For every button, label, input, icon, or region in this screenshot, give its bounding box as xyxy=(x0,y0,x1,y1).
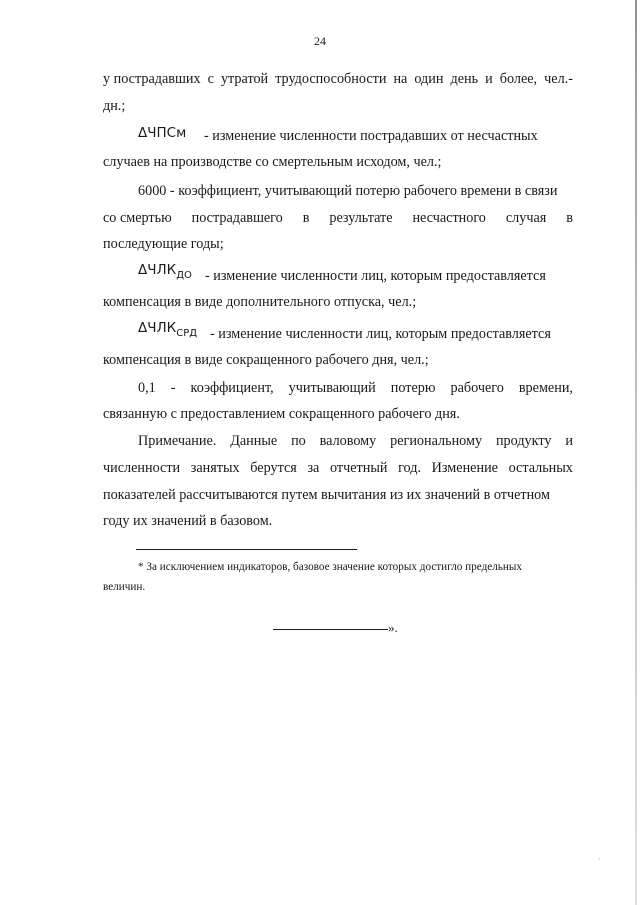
note-line-b-word: остальных xyxy=(508,460,573,476)
body-line-1-word: с xyxy=(207,71,214,87)
note-line-b xyxy=(103,460,573,476)
body-line-1-word: более, xyxy=(499,71,538,87)
k6000-line-c: последующие годы; xyxy=(103,236,224,252)
note-line-c: показателей рассчитываются путем вычитания из их значений в отчетном xyxy=(103,487,550,503)
body-line-1-word: трудоспособности xyxy=(275,71,387,87)
chlk-do-definition-line-a: - изменение численности лиц, которым предоставляется xyxy=(205,268,546,284)
chlk-srd-definition-line-b: компенсация в виде сокращенного рабочего дня, чел.; xyxy=(103,352,429,368)
scan-speck: · xyxy=(598,855,601,864)
k6000-line-b-word: случая xyxy=(505,210,547,226)
formula-symbol-chps xyxy=(138,125,186,141)
body-line-1-word: у пострадавших xyxy=(103,71,201,87)
note-line-a xyxy=(138,433,573,449)
note-line-b-word: занятых xyxy=(190,460,240,476)
symbol-delta-chlk: ΔЧЛК xyxy=(138,262,177,278)
note-line-a-word: региональному xyxy=(390,433,483,449)
k6000-line-b-word: пострадавшего xyxy=(191,210,283,226)
note-line-b-word: Изменение xyxy=(431,460,498,476)
body-line-1-word: на xyxy=(393,71,408,87)
k6000-line-b-word: в xyxy=(566,210,573,226)
symbol-delta-chlk: ΔЧЛК xyxy=(138,320,177,336)
note-line-b-word: год. xyxy=(398,460,422,476)
k01-line-b: связанную с предоставлением сокращенного рабочего дня. xyxy=(103,406,460,422)
body-line-1-word: чел.- xyxy=(544,71,573,87)
scan-edge-shadow xyxy=(635,0,637,905)
body-line-1-word: день xyxy=(450,71,479,87)
k01-line-a-word: потерю xyxy=(390,380,436,396)
k01-line-a-word: учитывающий xyxy=(288,380,376,396)
k6000-line-b-word: результате xyxy=(329,210,393,226)
formula-symbol-chlk-srd xyxy=(138,320,197,342)
closing-blank-line xyxy=(273,629,388,630)
chlk-srd-definition-line-a: - изменение численности лиц, которым предоставляется xyxy=(210,326,551,342)
k01-line-a-word: - xyxy=(170,380,176,396)
k6000-line-b-word: в xyxy=(302,210,310,226)
k01-line-a xyxy=(138,380,573,396)
body-line-1 xyxy=(103,71,573,87)
body-line-1-word: утратой xyxy=(220,71,269,87)
note-line-b-word: берутся xyxy=(250,460,297,476)
k6000-line-a: 6000 - коэффициент, учитывающий потерю рабочего времени в связи xyxy=(138,183,558,199)
body-line-1-word: один xyxy=(414,71,444,87)
k01-line-a-word: коэффициент, xyxy=(190,380,274,396)
note-line-a-word: валовому xyxy=(319,433,377,449)
body-line-2: дн.; xyxy=(103,98,126,114)
k6000-line-b xyxy=(103,210,573,226)
note-line-a-word: и xyxy=(565,433,573,449)
footnote-line-a: * За исключением индикаторов, базовое значение которых достигло предельных xyxy=(138,561,523,573)
symbol-subscript-srd: СРД xyxy=(176,328,198,339)
body-line-1-word: и xyxy=(485,71,493,87)
chps-definition-line-b: случаев на производстве со смертельным исходом, чел.; xyxy=(103,154,442,170)
footnote-line-b: величин. xyxy=(103,581,146,593)
page-number: 24 xyxy=(314,34,326,48)
note-line-a-word: по xyxy=(291,433,306,449)
k01-line-a-word: времени, xyxy=(518,380,573,396)
note-line-b-word: отчетный xyxy=(329,460,388,476)
note-line-b-word: за xyxy=(307,460,320,476)
k01-line-a-word: 0,1 xyxy=(138,380,156,396)
note-line-a-word: Данные xyxy=(230,433,278,449)
note-line-a-word: продукту xyxy=(495,433,552,449)
formula-symbol-chlk-do xyxy=(138,262,192,284)
k01-line-a-word: рабочего xyxy=(450,380,504,396)
note-line-d: году их значений в базовом. xyxy=(103,513,273,529)
symbol-subscript-do: ДО xyxy=(176,270,192,281)
closing-quote-mark: ». xyxy=(388,620,398,635)
note-line-a-word: Примечание. xyxy=(138,433,217,449)
k6000-line-b-word: несчастного xyxy=(412,210,486,226)
chps-definition-line-a: - изменение численности пострадавших от несчастных xyxy=(204,128,538,144)
symbol-delta-chps: ΔЧПСм xyxy=(138,125,187,141)
chlk-do-definition-line-b: компенсация в виде дополнительного отпуска, чел.; xyxy=(103,294,417,310)
note-line-b-word: численности xyxy=(103,460,181,476)
footnote-separator xyxy=(136,549,357,550)
k6000-line-b-word: со смертью xyxy=(103,210,172,226)
